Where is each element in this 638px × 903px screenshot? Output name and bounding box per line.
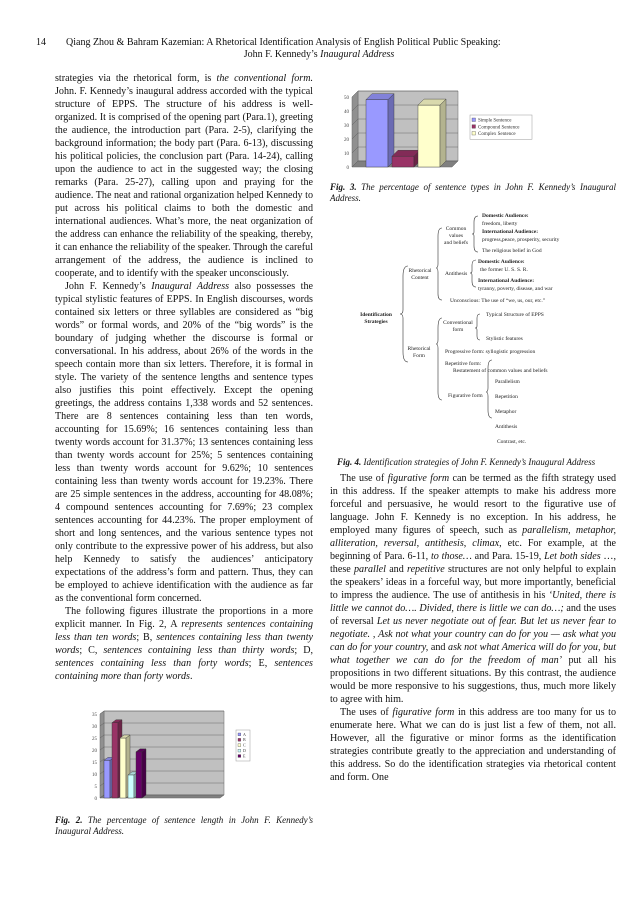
figure-4-diagram: [330, 210, 620, 460]
y-tick-label: 20: [92, 749, 97, 754]
text-run: Inaugural Address: [151, 281, 230, 292]
node-fig-item: Parallelism: [495, 379, 520, 385]
page-number: 14: [36, 37, 46, 48]
node-form: Rhetorical Form: [407, 346, 431, 359]
text-run: ; D,: [294, 645, 314, 656]
legend-label: D: [243, 748, 246, 753]
paragraph: [55, 605, 313, 683]
text-run: structures are not only helpful to explain the speakers’ ideas in a forceful way, but more importantly, beneficial to impress the audience. The use of antithesis in his: [330, 564, 616, 601]
side-wall: [352, 91, 358, 167]
legend-label: Complex Sentence: [478, 132, 516, 137]
paragraph: [55, 72, 313, 280]
text-run: repetitive: [407, 564, 445, 575]
node-content: Rhetorical Content: [408, 268, 432, 281]
bar-side: [142, 749, 146, 798]
node-root: Identification Strategies: [360, 312, 392, 325]
text-run: John F. Kennedy’s: [65, 281, 152, 292]
bar: [136, 752, 142, 798]
text-run: ; C,: [79, 645, 104, 656]
text-run: climax: [472, 538, 500, 549]
y-tick-label: 15: [92, 761, 97, 766]
text-run: ; E,: [248, 658, 275, 669]
text-run: .: [189, 671, 193, 682]
legend-swatch: [472, 132, 476, 136]
text-run: put all his propositions in two different situations. By this contrast, the audience would be more responsive to his suggestions, thus, much more likely to agree with him.: [330, 655, 616, 705]
node-int-val: progress,peace, prosperity, security: [482, 237, 560, 243]
bar-side: [440, 99, 446, 167]
figure-2-chart: [88, 700, 258, 810]
node-int-aud2: International Audience:: [478, 278, 535, 284]
paragraph: [55, 280, 313, 605]
text-run: figurative form: [392, 707, 455, 718]
node-common: Common values and beliefs: [444, 226, 468, 246]
y-tick-label: 30: [344, 124, 349, 129]
text-run: ,: [463, 538, 473, 549]
text-run: The uses of: [340, 707, 393, 718]
text-run: in this address are too many for us to enumerate here. What we can do is just list a few of them, not all. However, all the figurative or minor forms as the identification strategies contribute greatly to the appreciation and understanding of this address. So do the identification strategies via rhetorical content and form. One: [330, 707, 616, 783]
text-run: sentences containing more than forty words: [55, 658, 313, 682]
node-progressive: Progressive form: syllogistic progression: [445, 349, 536, 355]
y-tick-label: 40: [344, 110, 349, 115]
text-run: represents sentences containing less than ten words: [55, 619, 313, 643]
node-conventional: Conventional form: [443, 320, 473, 333]
text-run: also possesses the typical stylistic features of EPPS. In English discourses, words contained six letters or three syllables are considered as “big words” or formal words, and 20% of the “big words” is the boundary of judging whether the discourse is formal or conversational. In his address, about 26% of the words in the speech contain more than six letters. Therefore, it is formal in style. The variety of the sentence lengths and sentence types also justifies this point effectively. Except the opening greetings, the address contains 1,338 words and 52 sentences. There are 8 sentences containing less than ten words, accounting for 15.69%; 16 sentences containing less than twenty words account for 31.37%; 13 sentences containing less than twenty words account for 25%; 5 sentences containing less than twenty words account for 9.62%; 10 sentences containing less than twenty words account for 19.23%. There are 25 simple sentences in the address, accounting for 48.08%; 4 compound sentences accounting for 7.69%; 23 complex sentences accounting for 44.23%. The proper employment of short and long sentences, and the various sentence types not only contribute to the expressive power of his address, but also help Kennedy to satisfy the audiences’ anticipatory expectations of the address’s form and pattern. Thus, they can be employed to achieve identification with the audience as far as the conventional form concerned.: [55, 281, 314, 604]
text-run: and Para. 15-19,: [471, 551, 545, 562]
legend-swatch: [472, 118, 476, 122]
text-run: sentences containing less than forty words: [55, 658, 249, 669]
brace-antithesis: [470, 260, 476, 287]
brace-content: [436, 228, 442, 300]
node-fig-item: Metaphor: [495, 409, 517, 415]
text-run: to those…: [430, 551, 472, 562]
bar: [112, 723, 118, 798]
y-tick-label: 0: [94, 797, 97, 802]
node-fig-item: Repetition: [495, 394, 518, 400]
y-tick-label: 5: [94, 785, 97, 790]
brace-form: [436, 318, 442, 400]
running-title-line2: John F. Kennedy’s Inaugural Address: [243, 49, 395, 60]
text-run: sentences containing less than thirty words: [103, 645, 295, 656]
node-repetitive: Repetitive form:: [445, 361, 482, 367]
running-title-line1: Qiang Zhou & Bahram Kazemian: A Rhetorical Identification Analysis of English Political Public Speaking:: [66, 37, 501, 48]
legend-swatch: [238, 749, 241, 752]
node-dom-aud2: Domestic Audience:: [478, 259, 525, 265]
figure-2-caption: Fig. 2. The percentage of sentence length in John F. Kennedy’s Inaugural Address.: [55, 815, 313, 836]
text-run: The following figures illustrate the proportions in a more explicit manner. In Fig. 2, A: [55, 606, 313, 630]
text-run: ask not what America will do for you, but what together we can do for the freedom of man’: [330, 642, 617, 666]
y-tick-label: 35: [92, 713, 97, 718]
text-run: parallel: [353, 564, 386, 575]
node-fig-item: Contrast, etc.: [497, 439, 527, 445]
side-wall: [100, 711, 104, 798]
brace-common: [472, 216, 478, 252]
text-run: the conventional form.: [216, 73, 314, 84]
node-dom-val: freedom, liberty: [482, 221, 518, 227]
node-restatement: Restatement of common values and beliefs: [453, 368, 548, 374]
left-column: [55, 72, 313, 683]
node-int-val2: tyranny, poverty, disease, and war: [478, 286, 553, 292]
text-run: ‘United, there is little we cannot do…. Divided, there is little we can do…;: [330, 590, 616, 614]
y-tick-label: 25: [92, 737, 97, 742]
node-dom-aud: Domestic Audience:: [482, 213, 529, 219]
text-run: The use of: [340, 473, 388, 484]
y-tick-label: 10: [92, 773, 97, 778]
y-tick-label: 10: [344, 152, 349, 157]
node-religion: The religious belief in God: [482, 248, 542, 254]
bar: [104, 760, 110, 798]
legend-label: Compound Sentence: [478, 125, 520, 131]
node-figurative: Figurative form: [448, 393, 483, 399]
bar: [418, 105, 440, 167]
y-tick-label: 30: [92, 725, 97, 730]
text-run: , etc. For example, at the beginning of Para. 6-11,: [330, 538, 616, 562]
text-run: parallelism, metaphor, alliteration, reversal, antithesis: [330, 525, 617, 549]
text-run: John. F. Kennedy’s inaugural address accorded with the typical structure of EPPS. The structure of his address is well-organized. It is comprised of the opening part (Para.1), greeting the audience, the introduction part (Para. 2-5), clarifying the background information; the body part (Para. 6-13), discussing his political policies, the conclusion part (Para. 14-24), calling upon the audience to act in the suggested way; the closing remarks (Para. 25-27), calling upon and praying for the audience. The neat and rational organization helped Kennedy to put across his political claims to both the domestic and international audiences. What’s more, the neat organization of the address can enhance the reliability of the speaking, thereby, it can enhance the reliability of the speaker. Through the careful arrangement of the address, the audience is inclined to cooperate, and to identify with the speaker unconsciously.: [55, 86, 313, 279]
figure-3-chart: [330, 85, 590, 175]
text-run: can be termed as the fifth strategy used in this address. If the speaker attempts to make his address more forceful and persuasive, he would resort to the figurative use of language. John F. Kennedy is no exception. In his address, he employed many figures of speech, such as: [330, 473, 616, 536]
legend-swatch: [238, 738, 241, 741]
bar: [120, 738, 126, 798]
text-run: Let both sides: [544, 551, 601, 562]
bar: [128, 775, 134, 798]
text-run: and: [385, 564, 408, 575]
legend-swatch: [238, 744, 241, 747]
node-antithesis: Antithesis: [445, 271, 468, 277]
node-fig-item: Antithesis: [495, 424, 518, 430]
text-run: figurative form: [387, 473, 450, 484]
text-run: Let us never negotiate out of fear. But let us never fear to negotiate. , Ask not what your country can do for you — ask what you can do for your country,: [330, 616, 616, 653]
legend-label: Simple Sentence: [478, 118, 512, 124]
node-typical: Typical Structure of EPPS: [486, 312, 544, 318]
legend-label: E: [243, 753, 246, 759]
right-column: [330, 472, 616, 784]
legend-label: A: [243, 731, 246, 737]
text-run: and: [428, 642, 449, 653]
legend-label: C: [243, 742, 246, 748]
legend-swatch: [238, 755, 241, 758]
bar: [392, 156, 414, 167]
bar: [366, 100, 388, 167]
legend-swatch: [238, 733, 241, 736]
y-tick-label: 50: [344, 96, 349, 101]
y-tick-label: 20: [344, 138, 349, 143]
text-run: and the uses of reversal: [330, 603, 616, 627]
text-run: ; B,: [136, 632, 157, 643]
y-tick-label: 0: [346, 166, 349, 171]
node-int-aud: International Audience:: [482, 229, 539, 235]
legend-label: B: [243, 737, 246, 743]
brace-conventional: [475, 314, 480, 340]
node-unconscious: Unconscious: The use of “we, us, our, etc.”: [450, 298, 546, 304]
paragraph: [330, 706, 616, 784]
text-run: sentences containing less than twenty words: [55, 632, 314, 656]
paragraph: [330, 472, 616, 706]
node-dom-val2: the former U. S. S. R.: [480, 267, 528, 273]
figure-3-caption: Fig. 3. The percentage of sentence types in John F. Kennedy’s Inaugural Address.: [330, 182, 616, 203]
text-run: strategies via the rhetorical form, is: [55, 73, 217, 84]
legend-swatch: [472, 125, 476, 129]
node-stylistic: Stylistic features: [486, 336, 523, 342]
text-run: …, these: [330, 551, 617, 575]
figure-4-caption: Fig. 4. Identification strategies of John F. Kennedy’s Inaugural Address: [337, 457, 596, 467]
